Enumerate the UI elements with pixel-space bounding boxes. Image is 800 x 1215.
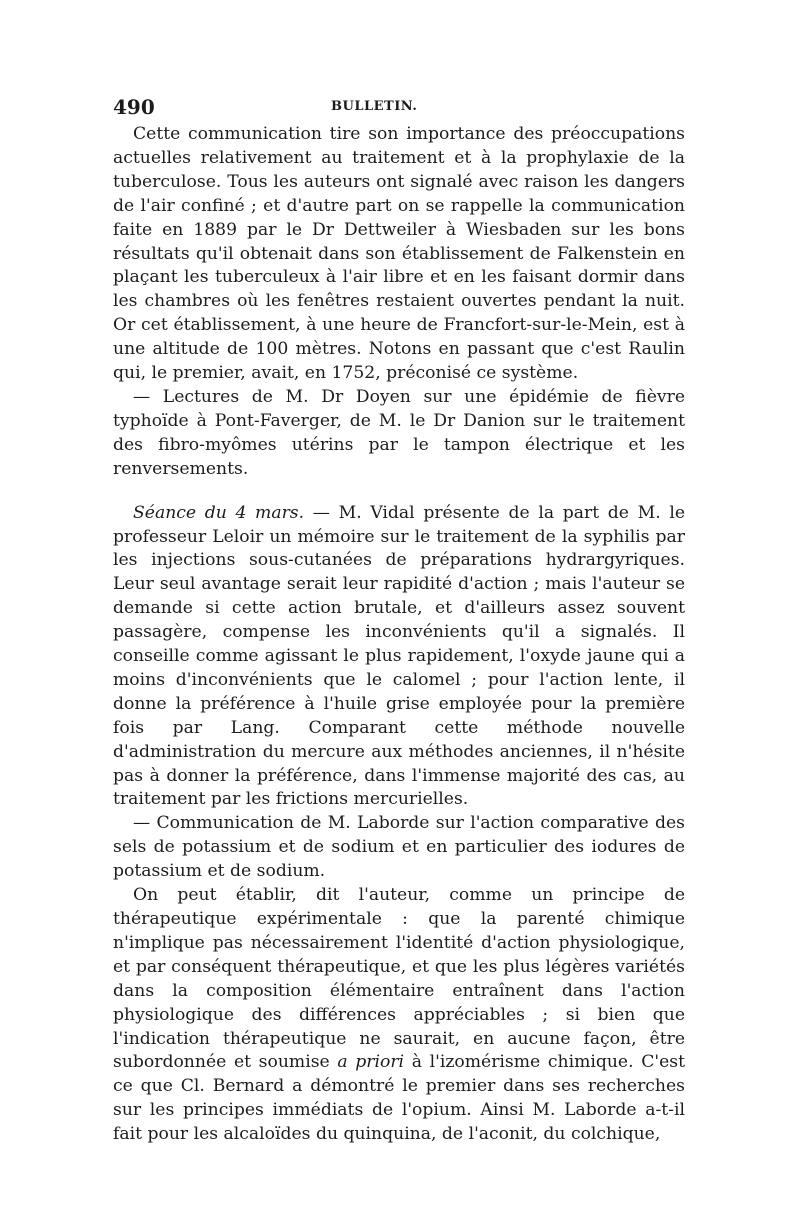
principle-text-start: On peut établir, dit l'auteur, comme un principe de thérapeutique expérimentale : que la parenté chimique n'implique pas nécessairement l'identité d'action physiologique, et par conséquent thérapeutique, et que les plus légères variétés dans la composition élémentaire entraînent dans l'action physiologique des différences appréciables ; si bien que l'indication thérapeutique ne saurait, en aucune façon, être subordonnée et soumise <box>113 885 685 1073</box>
section-gap <box>113 482 685 502</box>
page-number: 490 <box>113 95 155 119</box>
paragraph-laborde-communication: — Communication de M. Laborde sur l'action comparative des sels de potassium et de sodium et en particulier des iodures de potassium et de sodium. <box>113 813 685 882</box>
principle-text-end: à l'izomérisme chimique. C'est ce que Cl. Bernard a démontré le premier dans ses recherches sur les principes immédiats de l'opium. Ainsi M. Laborde a-t-il fait pour les alcaloïdes du quinquina, de l'aconit, du colchique, <box>113 1052 685 1145</box>
paragraph-therapeutic-principle <box>113 884 685 1147</box>
session-date-label: Séance du 4 mars. <box>133 502 305 523</box>
paragraph-lectures: — Lectures de M. Dr Doyen sur une épidémie de fièvre typhoïde à Pont-Faverger, de M. le Dr Danion sur le traitement des fibro-myômes utérins par le tampon électrique et les renversements. <box>113 386 685 479</box>
session-text: — M. Vidal présente de la part de M. le professeur Leloir un mémoire sur le traitement de la syphilis par les injections sous-cutanées de préparations hydrargyriques. Leur seul avantage serait leur rapidité d'action ; mais l'auteur se demande si cette action brutale, et d'ailleurs assez souvent passagère, compense les inconvénients qu'il a signalés. Il conseille comme agissant le plus rapidement, l'oxyde jaune qui a moins d'inconvénients que le calomel ; pour l'action lente, il donne la préférence à l'huile grise employée pour la première fois par Lang. Comparant cette méthode nouvelle d'administration du mercure aux méthodes anciennes, il n'hésite pas à donner la préférence, dans l'immense majorité des cas, au traitement par les frictions mercurielles. <box>113 502 685 810</box>
a-priori-italic: a priori <box>337 1052 405 1073</box>
page-header <box>113 95 685 123</box>
paragraph-seance-vidal <box>113 502 685 813</box>
paragraph-tuberculosis: Cette communication tire son importance des préoccupations actuelles relativement au traitement et à la prophylaxie de la tuberculose. Tous les auteurs ont signalé avec raison les dangers de l'air confiné ; et d'autre part on se rappelle la communication faite en 1889 par le Dr Dettweiler à Wiesbaden sur les bons résultats qu'il obtenait dans son établissement de Falkenstein en plaçant les tuberculeux à l'air libre et en les faisant dormir dans les chambres où les fenêtres restaient ouvertes pendant la nuit. Or cet établissement, à une heure de Francfort-sur-le-Mein, est à une altitude de 100 mètres. Notons en passant que c'est Raulin qui, le premier, avait, en 1752, préconisé ce système. <box>113 124 685 384</box>
page <box>113 95 685 1147</box>
running-title: BULLETIN. <box>331 99 418 114</box>
